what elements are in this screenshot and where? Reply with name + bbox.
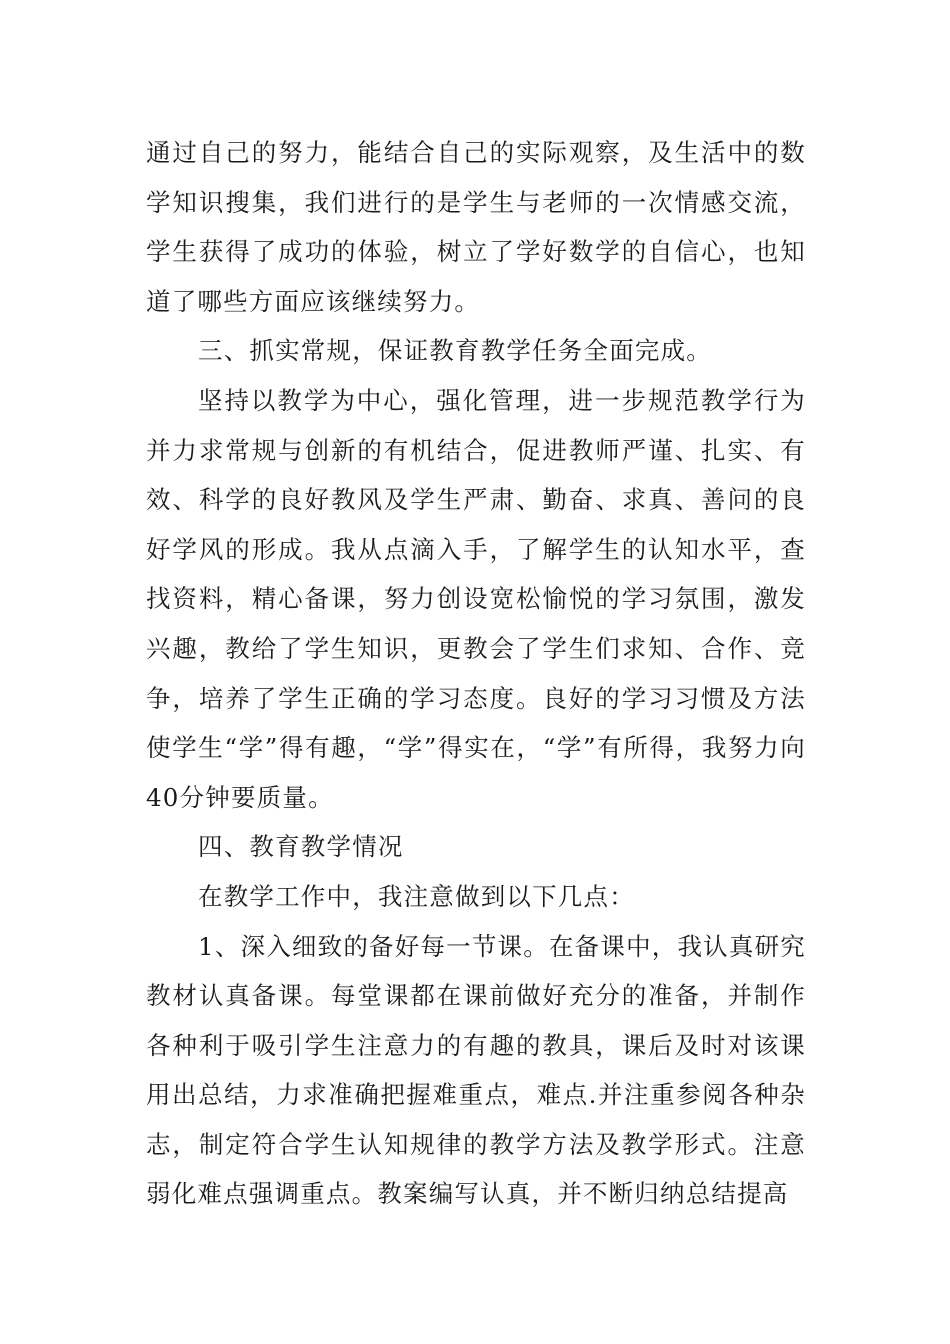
paragraph-2: 坚持以教学为中心，强化管理，进一步规范教学行为并力求常规与创新的有机结合，促进教师严谨、扎实、有效、科学的良好教风及学生严肃、勤奋、求真、善问的良好学风的形成。我从点滴入手，了解学生的认知水平，查找资料，精心备课，努力创设宽松愉悦的学习氛围，激发兴趣，教给了学生知识，更教会了学生们求知、合作、竞争，培养了学生正确的学习态度。良好的学习习惯及方法使学生“学”得有趣，“学”得实在，“学”有所得，我努力向40分钟要质量。 xyxy=(146,385,806,812)
section-heading-3: 三、抓实常规，保证教育教学任务全面完成。 xyxy=(198,336,712,366)
paragraph-1: 通过自己的努力，能结合自己的实际观察，及生活中的数学知识搜集，我们进行的是学生与老师的一次情感交流，学生获得了成功的体验，树立了学好数学的自信心，也知道了哪些方面应该继续努力。 xyxy=(146,138,806,316)
document-body xyxy=(146,128,806,1219)
paragraph-3: 在教学工作中，我注意做到以下几点： xyxy=(198,881,635,911)
section-heading-4: 四、教育教学情况 xyxy=(198,832,404,862)
paragraph-4: 1、深入细致的备好每一节课。在备课中，我认真研究教材认真备课。每堂课都在课前做好充分的准备，并制作各种利于吸引学生注意力的有趣的教具，课后及时对该课用出总结，力求准确把握难重点，难点.并注重参阅各种杂志，制定符合学生认知规律的教学方法及教学形式。注意弱化难点强调重点。教案编写认真，并不断归纳总结提高 xyxy=(146,931,806,1209)
